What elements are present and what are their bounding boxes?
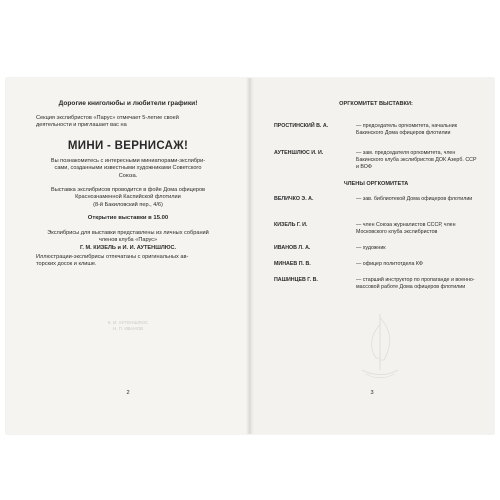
venue-line: Краснознаменной Каспийской флотилии	[75, 194, 181, 201]
acquaint-line: сами, созданными известными художниками Советского	[54, 165, 202, 172]
member-role: — член Союза журналистов СССР, член Московского клуба экслибристов	[356, 222, 456, 235]
committee-entry	[274, 196, 478, 203]
member-role: — офицер политотдела КФ	[356, 261, 423, 267]
acquaint-line: Вы познакомитесь с интересными миниатюрами-экслибри-	[50, 158, 206, 164]
illustrations-paragraph	[26, 254, 230, 269]
greeting-heading: Дорогие книголюбы и любители графики!	[58, 100, 198, 107]
acquaint-line: Союза.	[118, 172, 138, 179]
intro-paragraph	[26, 115, 230, 130]
member-name: АУТЕНШЛЮС И. И.	[274, 150, 324, 156]
committee-entry	[274, 222, 478, 236]
acquaint-paragraph	[26, 158, 230, 180]
member-name: ПРОСТИНСКИЙ В. А.	[274, 123, 329, 129]
member-role: — художник	[356, 245, 386, 251]
venue-paragraph	[26, 187, 230, 209]
collections-paragraph	[26, 230, 230, 252]
collectors-names: Г. М. КИЗЕЛЬ и И. И. АУТЕНШЛЮС.	[79, 244, 177, 251]
event-title: МИНИ - ВЕРНИСАЖ!	[67, 140, 189, 152]
bookplate-watermark	[354, 310, 406, 382]
illustrations-line: Иллюстрации-экслибрисы отпечатаны с оригинальных ав-	[36, 254, 189, 260]
page-number: 2	[126, 390, 130, 396]
left-page	[6, 78, 250, 434]
page-number: 3	[370, 390, 374, 396]
booklet-spread	[6, 78, 494, 434]
opening-time: Открытие выставки в 15.00	[87, 215, 169, 221]
intro-line: Секция экслибристов «Парус» отмечает 5-летие своей	[36, 115, 179, 121]
members-heading: ЧЛЕНЫ ОРГКОМИТЕТА	[343, 181, 409, 187]
member-name: МИНАЕВ П. В.	[274, 261, 311, 267]
venue-address: (8-й Бакиловский пер., 4/6)	[93, 201, 163, 208]
member-name: ИВАНОВ Л. А.	[274, 245, 311, 251]
committee-entry	[274, 245, 478, 252]
member-name: ПАШИНЦЕВ Г. В.	[274, 277, 318, 283]
venue-line: Выставка экслибрисов проводится в фойе Дома офицеров	[50, 187, 206, 193]
show-through-line: К. И. АУТЕНШЛЮС	[107, 320, 149, 325]
show-through-text	[80, 320, 176, 332]
right-page	[250, 78, 494, 434]
committee-entry	[274, 277, 478, 291]
member-role: — председатель оргкомитета, начальник Бакинского Дома офицеров флотилии	[356, 123, 458, 136]
committee-entry	[274, 150, 478, 170]
member-role: — старший инструктор по пропаганде и военно-массовой работе Дома офицеров флотилии	[356, 277, 475, 290]
show-through-line: Н. П. ИВАНОВ	[112, 326, 144, 331]
intro-line: деятельности и приглашает вас на	[36, 122, 127, 129]
committee-heading: ОРГКОМИТЕТ ВЫСТАВКИ:	[339, 101, 413, 107]
member-name: ВЕЛИЧКО Э. А.	[274, 196, 314, 202]
spine-gutter	[246, 78, 254, 434]
member-name: КИЗЕЛЬ Г. И.	[274, 222, 308, 228]
collections-line: членов клуба «Парус»	[98, 237, 158, 244]
member-role: — зав. библиотекой Дома офицеров флотилии	[356, 196, 473, 202]
committee-entry	[274, 123, 478, 137]
illustrations-line: торских досок и клише.	[36, 261, 97, 268]
collections-line: Экслибрисы для выставки представлены из личных собраний	[47, 230, 209, 236]
member-role: — зам. председателя оргкомитета, член Бакинского клуба экслибристов ДОК Азерб. ССР и ВОФ	[356, 150, 477, 170]
committee-entry	[274, 261, 478, 268]
